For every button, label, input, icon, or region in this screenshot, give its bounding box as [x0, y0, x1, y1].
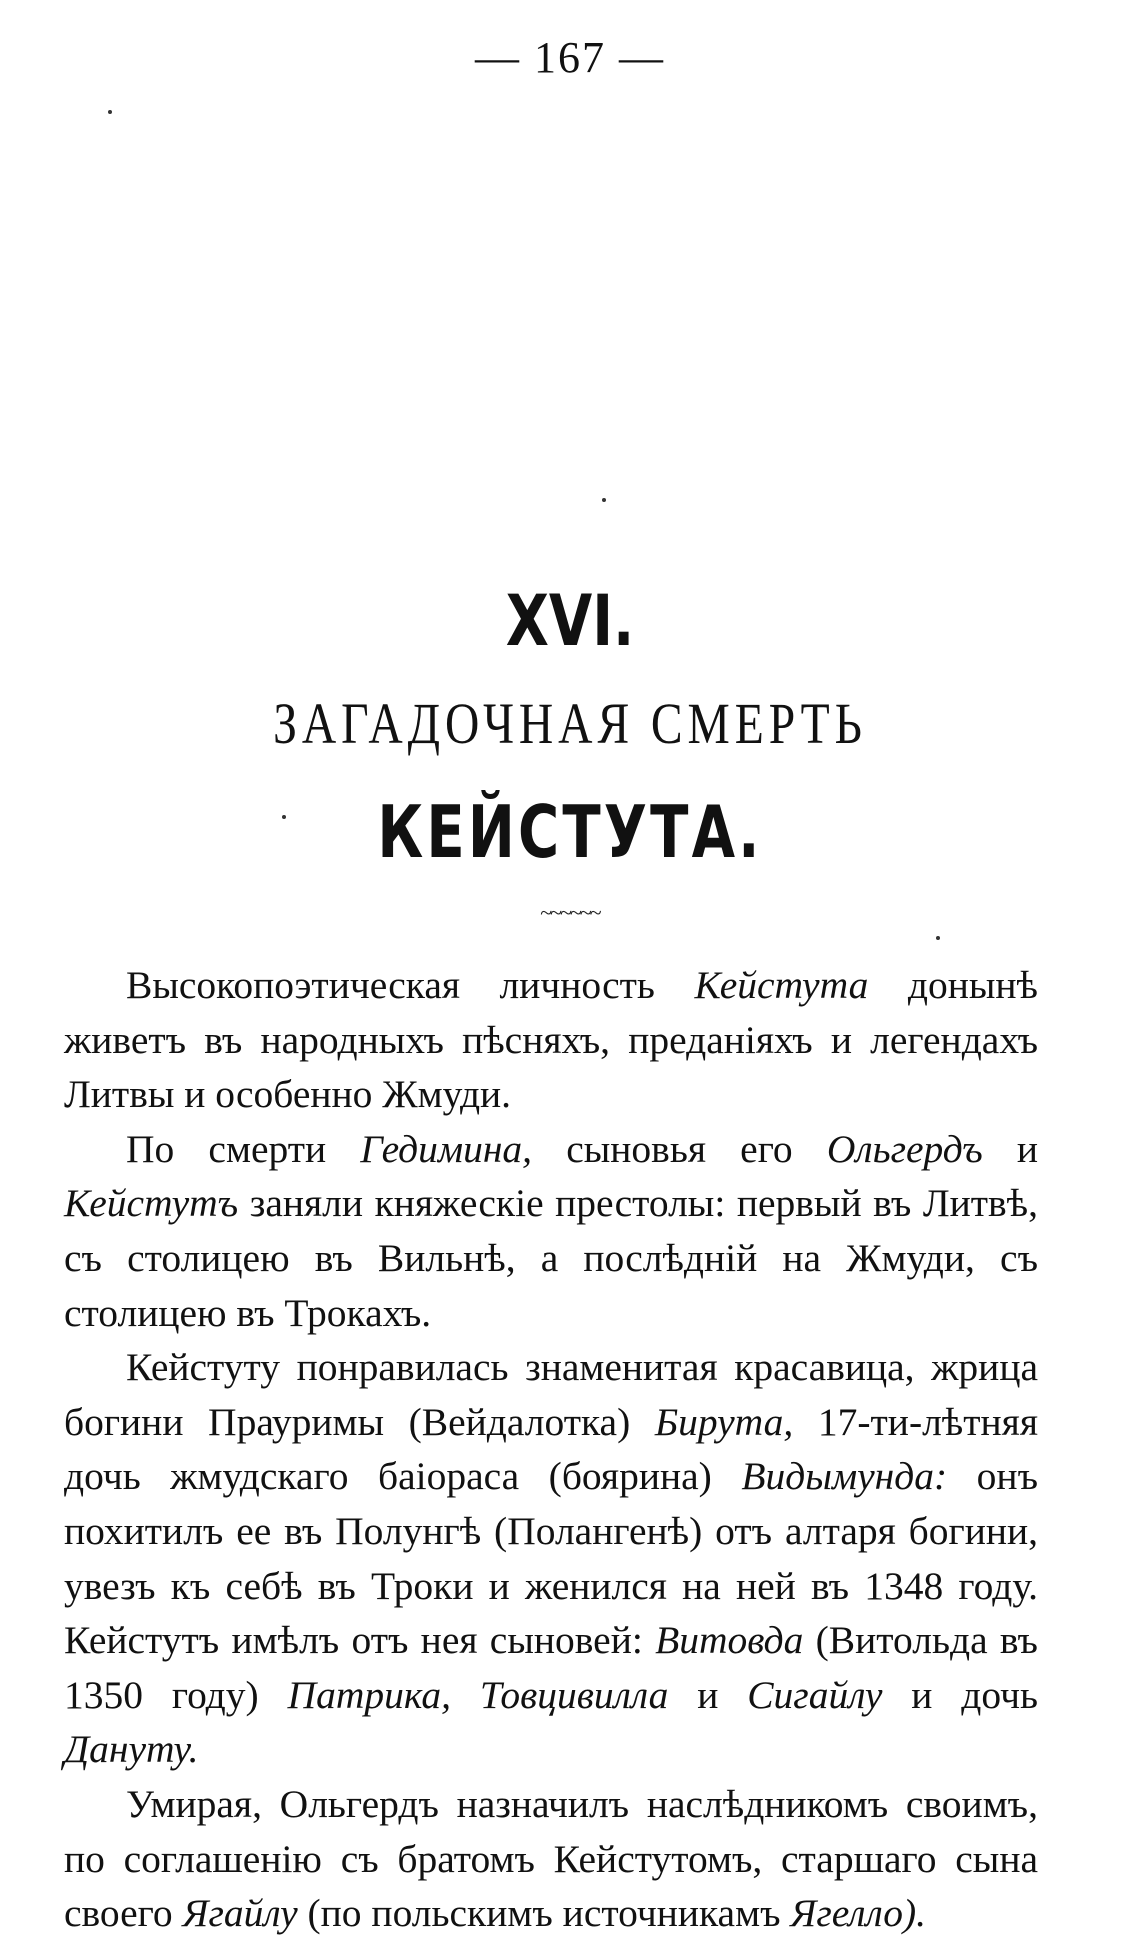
page-number: — 167 —: [475, 33, 665, 82]
text-run: онъ похитилъ ее въ Полунгѣ (Полангенѣ) отъ алтаря богини, увезъ къ себѣ въ Троки и женился на ней въ 1348 году. Кейстутъ имѣлъ отъ нея сыновей:: [64, 1454, 1038, 1663]
print-speck: [282, 815, 286, 819]
wavy-divider: ~~~~~~: [540, 900, 600, 925]
text-run: сыновья его: [532, 1126, 827, 1171]
text-run: и: [668, 1672, 748, 1717]
text-run: 17-ти-лѣтняя дочь жмудскаго баіораса (боярина): [64, 1399, 1038, 1499]
print-speck: [602, 498, 606, 502]
italic-name: Дануту.: [64, 1727, 199, 1772]
italic-name: Витовда: [655, 1618, 804, 1663]
paragraph-2: [64, 1122, 1038, 1340]
chapter-number: XVI.: [505, 580, 635, 662]
text-run: (по польскимъ источникамъ: [297, 1891, 791, 1936]
italic-name: Сигайлу: [747, 1672, 883, 1717]
text-run: заняли княжескіе престолы: первый въ Литвѣ, съ столицею въ Вильнѣ, а послѣдній на Жмуди, съ столицею въ Трокахъ.: [64, 1181, 1038, 1335]
text-run: и: [982, 1126, 1039, 1171]
paragraph-3: [64, 1340, 1038, 1777]
italic-name: Ягайлу: [182, 1891, 298, 1936]
text-run: Умирая, Ольгердъ назначилъ наслѣдникомъ своимъ, по соглашенію съ братомъ Кейстутомъ, старшаго сына своего: [64, 1781, 1038, 1936]
italic-name: Ягелло).: [790, 1891, 927, 1936]
chapter-title-line2: КЕЙСТУТА.: [377, 790, 763, 874]
paragraph-1: [64, 958, 1038, 1122]
text-run: Кейстуту понравилась знаменитая красавица, жрица богини Прауримы (Вейдалотка): [64, 1345, 1038, 1444]
text-run: (Витольда въ 1350 году): [64, 1618, 1038, 1717]
italic-name: Ольгердъ: [826, 1126, 983, 1171]
chapter-title-line1: ЗАГАДОЧНАЯ СМЕРТЬ: [273, 691, 867, 756]
italic-name: Кейстутъ: [64, 1181, 239, 1226]
italic-name: Кейстута: [694, 963, 869, 1007]
print-speck: [108, 110, 112, 114]
italic-name: Гедимина,: [360, 1126, 533, 1171]
paragraph-4: [64, 1777, 1038, 1941]
italic-name: Бирута,: [654, 1399, 794, 1444]
print-speck: [936, 936, 940, 940]
text-run: и дочь: [882, 1672, 1039, 1717]
italic-name: Патрика, Товцивилла: [287, 1672, 669, 1717]
text-run: По смерти: [126, 1126, 361, 1171]
body-text: [64, 958, 1038, 1941]
text-run: Высокопоэтическая личность: [126, 963, 695, 1007]
text-run: донынѣ живетъ въ народныхъ пѣсняхъ, преданіяхъ и легендахъ Литвы и особенно Жмуди.: [64, 963, 1038, 1117]
italic-name: Видымунда:: [741, 1454, 948, 1499]
